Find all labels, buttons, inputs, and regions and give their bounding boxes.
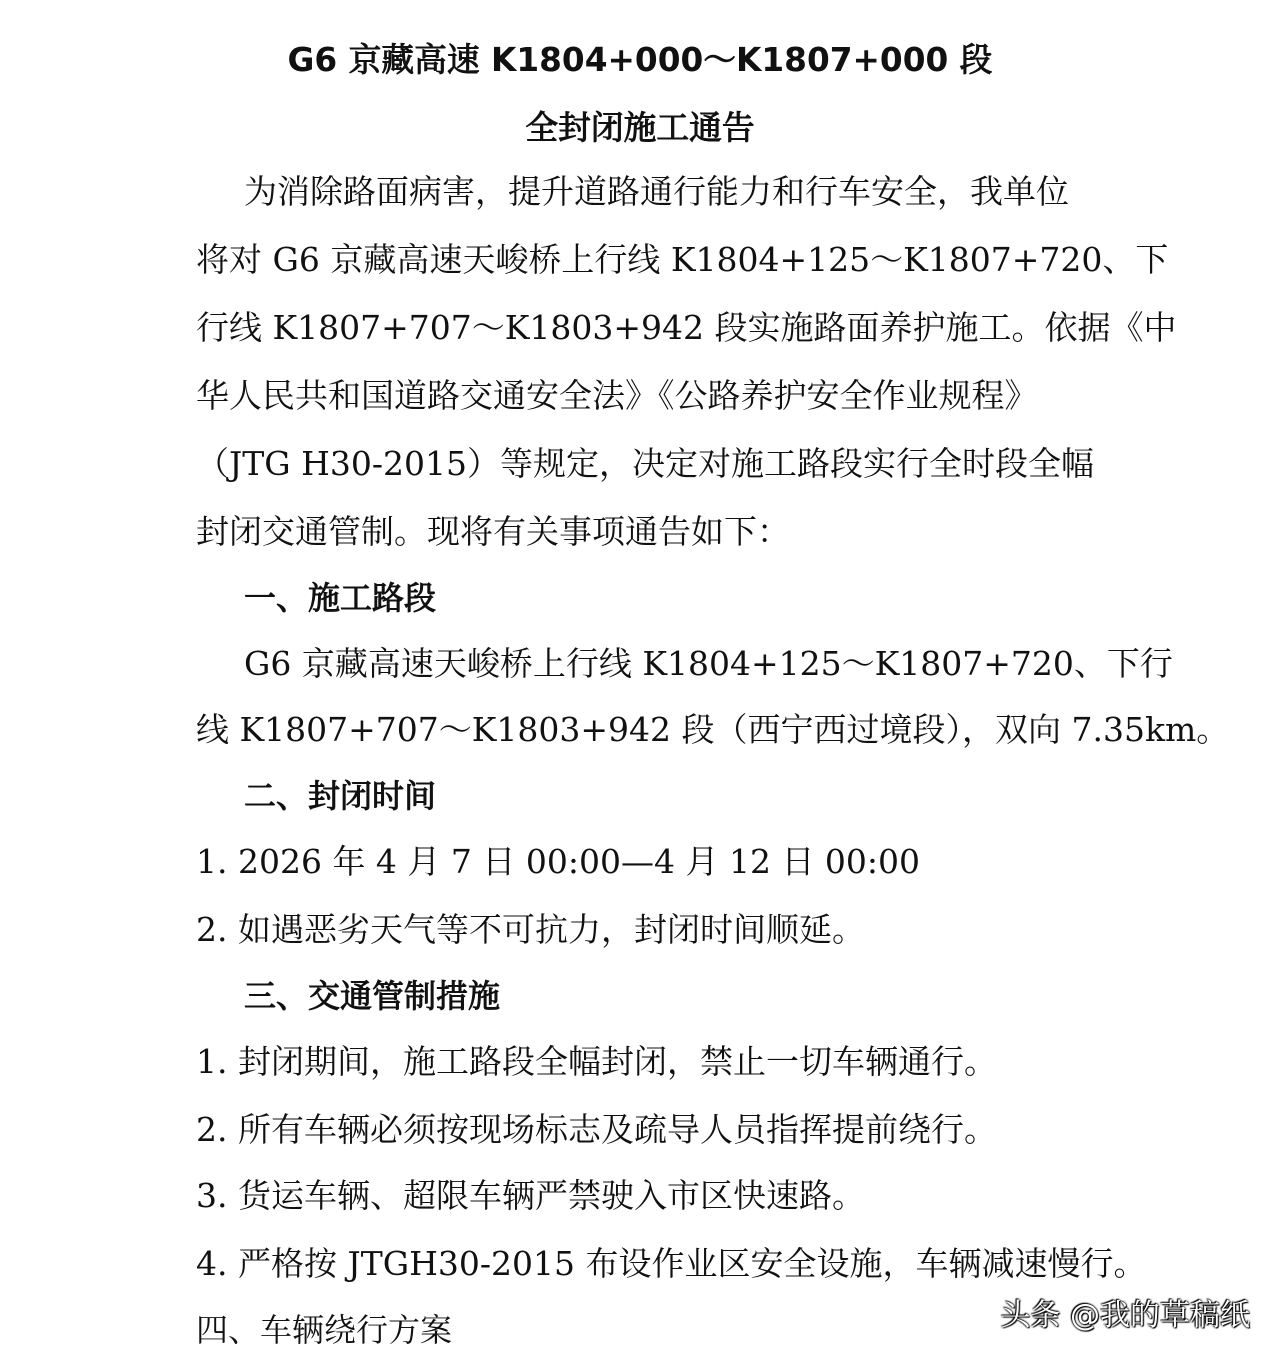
list-item: 1. 2026 年 4 月 7 日 00:00—4 月 12 日 00:00 [196, 842, 921, 881]
intro-line: 行线 K1807+707～K1803+942 段实施路面养护施工。依据《中 [196, 308, 1177, 347]
section-heading: 一、施工路段 [244, 579, 437, 617]
section-line: G6 京藏高速天峻桥上行线 K1804+125～K1807+720、下行 [244, 644, 1173, 683]
intro-line: 为消除路面病害，提升道路通行能力和行车安全，我单位 [244, 172, 1069, 211]
list-item: 1. 封闭期间，施工路段全幅封闭，禁止一切车辆通行。 [196, 1042, 997, 1081]
list-item: 3. 货运车辆、超限车辆严禁驶入市区快速路。 [196, 1176, 865, 1215]
section-line: 线 K1807+707～K1803+942 段（西宁西过境段），双向 7.35km。 [196, 710, 1230, 749]
intro-line: （JTG H30-2015）等规定，决定对施工路段实行全时段全幅 [196, 444, 1094, 483]
intro-line: 将对 G6 京藏高速天峻桥上行线 K1804+125～K1807+720、下 [196, 240, 1169, 279]
list-item: 2. 如遇恶劣天气等不可抗力，封闭时间顺延。 [196, 910, 865, 949]
list-item: 2. 所有车辆必须按现场标志及疏导人员指挥提前绕行。 [196, 1110, 997, 1149]
notice-title-line1: G6 京藏高速 K1804+000～K1807+000 段 [287, 40, 993, 79]
section-heading: 四、车辆绕行方案 [196, 1311, 453, 1349]
list-item: 4. 严格按 JTGH30-2015 布设作业区安全设施，车辆减速慢行。 [196, 1244, 1147, 1283]
section-heading: 三、交通管制措施 [244, 977, 501, 1015]
intro-line: 华人民共和国道路交通安全法》《公路养护安全作业规程》 [196, 376, 1038, 415]
section-heading: 二、封闭时间 [244, 777, 437, 815]
intro-line: 封闭交通管制。现将有关事项通告如下： [196, 512, 790, 551]
watermark: 头条 @我的草稿纸 [1000, 1298, 1250, 1333]
notice-title-line2: 全封闭施工通告 [525, 108, 755, 147]
